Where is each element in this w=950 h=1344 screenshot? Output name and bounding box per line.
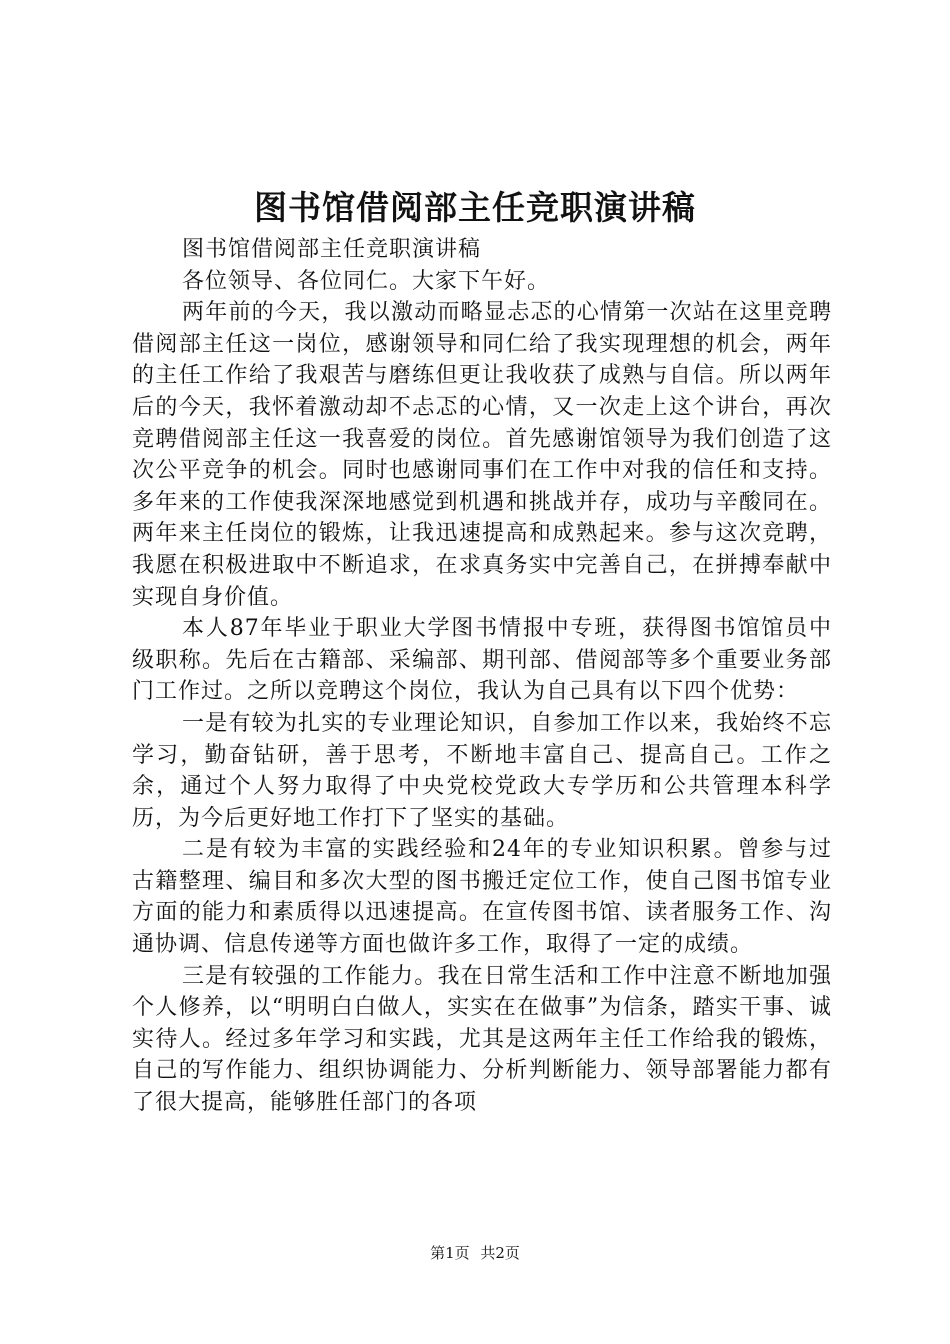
- paragraph-advantage-three: 三是有较强的工作能力。我在日常生活和工作中注意不断地加强个人修养，以“明明白白做人，实实在在做事”为信条，踏实干事、诚实待人。经过多年学习和实践，尤其是这两年主任工作给我的锻炼，自己的写作能力、组织协调能力、分析判断能力、领导部署能力都有了很大提高，能够胜任部门的各项: [132, 963, 832, 1116]
- paragraph-advantage-two: 二是有较为丰富的实践经验和24年的专业知识积累。曾参与过古籍整理、编目和多次大型的图书搬迁定位工作，使自己图书馆专业方面的能力和素质得以迅速提高。在宣传图书馆、读者服务工作、沟通协调、信息传递等方面也做许多工作，取得了一定的成绩。: [132, 837, 832, 958]
- document-body: [132, 234, 832, 1119]
- paragraph-greeting: 各位领导、各位同仁。大家下午好。: [182, 268, 551, 294]
- paragraph-subtitle: 图书馆借阅部主任竞职演讲稿: [182, 237, 482, 262]
- paragraph-background: 本人87年毕业于职业大学图书情报中专班，获得图书馆馆员中级职称。先后在古籍部、采编部、期刊部、借阅部等多个重要业务部门工作过。之所以竞聘这个岗位，我认为自己具有以下四个优势：: [132, 616, 832, 705]
- document-title: 图书馆借阅部主任竞职演讲稿: [254, 188, 696, 227]
- page-number: 第1页: [430, 1244, 470, 1262]
- paragraph-advantage-one: 一是有较为扎实的专业理论知识，自参加工作以来，我始终不忘学习，勤奋钻研，善于思考，不断地丰富自己、提高自己。工作之余，通过个人努力取得了中央党校党政大专学历和公共管理本科学历，为今后更好地工作打下了坚实的基础。: [132, 710, 832, 831]
- paragraph-intro: 两年前的今天，我以激动而略显忐忑的心情第一次站在这里竞聘借阅部主任这一岗位，感谢领导和同仁给了我实现理想的机会，两年的主任工作给了我艰苦与磨练但更让我收获了成熟与自信。所以两年后的今天，我怀着激动却不忐忑的心情，又一次走上这个讲台，再次竞聘借阅部主任这一我喜爱的岗位。首先感谢馆领导为我们创造了这次公平竞争的机会。同时也感谢同事们在工作中对我的信任和支持。多年来的工作使我深深地感觉到机遇和挑战并存，成功与辛酸同在。两年来主任岗位的锻炼，让我迅速提高和成熟起来。参与这次竞聘，我愿在积极进取中不断追求，在求真务实中完善自己，在拼搏奉献中实现自身价值。: [132, 300, 832, 610]
- page-total: 共2页: [480, 1244, 520, 1262]
- page-footer: [0, 1243, 950, 1263]
